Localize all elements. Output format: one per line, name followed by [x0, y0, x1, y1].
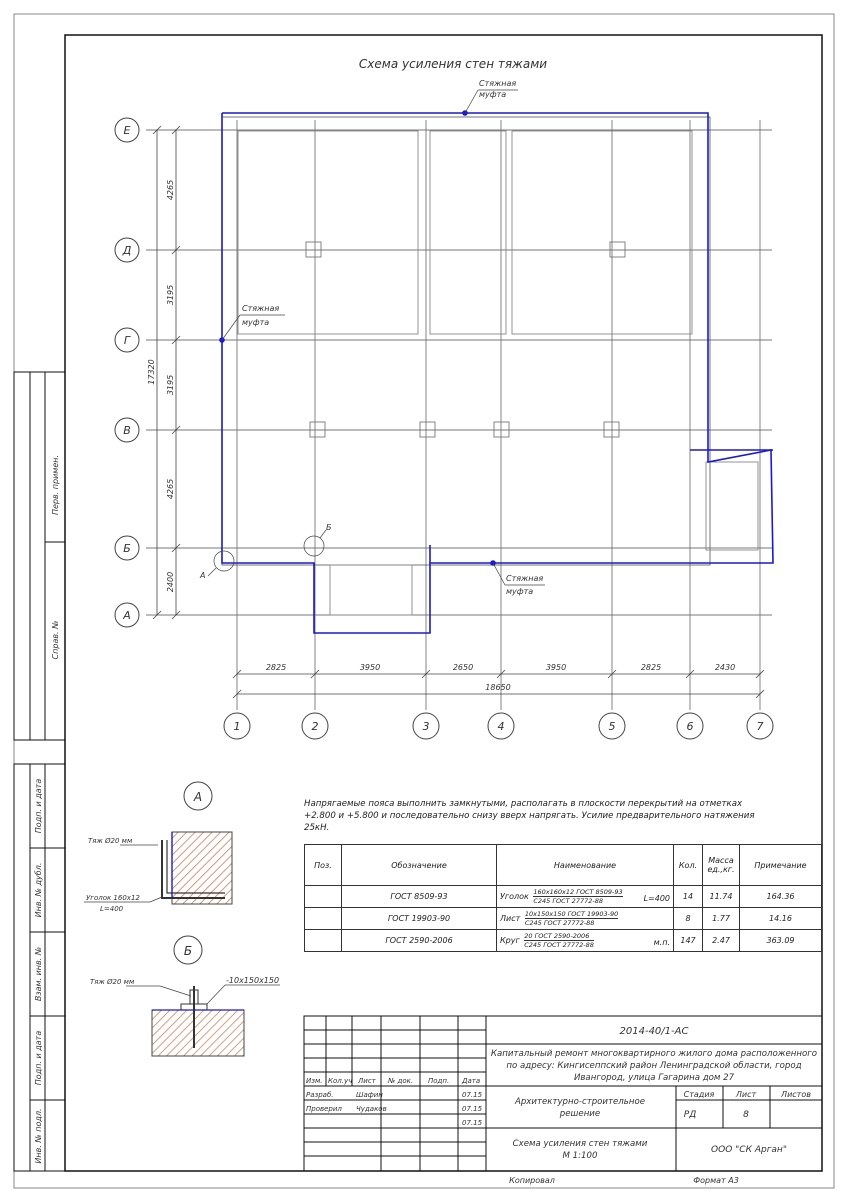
dim-v-5: 2400 — [166, 571, 175, 593]
stamp-col-4: № док. — [388, 1077, 414, 1085]
spec-header-qty: Кол. — [674, 845, 703, 886]
stamp-sheet-label: Лист — [735, 1090, 757, 1099]
stamp-role-2: Проверил — [306, 1105, 342, 1113]
spec-header-designation: Обозначение — [342, 845, 497, 886]
detail-a-angle-1: Уголок 160х12 — [86, 894, 140, 902]
horizontal-dim-labels — [266, 663, 735, 692]
detail-b — [90, 936, 280, 1056]
spec-designation: ГОСТ 2590-2006 — [342, 930, 497, 952]
stamp-org: ООО "СК Арган" — [711, 1145, 787, 1155]
spec-header-pos: Поз. — [305, 845, 342, 886]
spec-row — [305, 930, 822, 952]
side-label-5: Взам. инв. № — [34, 946, 43, 1002]
spec-name-top: 10х150х150 ГОСТ 19903-90 — [524, 910, 619, 918]
spec-name-stack — [533, 888, 622, 905]
stamp-stage-label: Стадия — [683, 1090, 715, 1099]
outer-frame — [14, 14, 834, 1188]
callouts — [199, 79, 545, 596]
side-label-2: Справ. № — [51, 620, 60, 660]
title-block-text — [306, 1026, 817, 1185]
spec-name-extra: L=400 — [643, 894, 670, 903]
dim-v-1: 4265 — [166, 179, 175, 201]
side-labels — [34, 455, 60, 1164]
spec-header-row — [305, 845, 822, 886]
spec-designation: ГОСТ 19903-90 — [342, 908, 497, 930]
callout-mufta-top-2: муфта — [479, 90, 507, 99]
detail-a-tie: Тяж Ø20 мм — [88, 837, 133, 845]
spec-header-name: Наименование — [497, 845, 674, 886]
stamp-date-2: 07.15 — [462, 1105, 483, 1113]
axis-label-G: Г — [123, 334, 131, 347]
spec-header-mass: Масса ед.,кг. — [703, 845, 740, 886]
side-label-4: Инв. № дубл. — [34, 862, 43, 918]
detail-a-label: А — [193, 790, 203, 804]
stamp-code: 2014-40/1-АС — [619, 1026, 689, 1037]
spec-name-stack — [525, 910, 618, 927]
spec-mass: 11.74 — [703, 886, 740, 908]
callout-mufta-bottom-1: Стяжная — [506, 574, 544, 583]
spec-designation: ГОСТ 8509-93 — [342, 886, 497, 908]
callout-mufta-bottom-2: муфта — [506, 587, 534, 596]
axis-label-1: 1 — [233, 720, 241, 733]
footer-copied: Копировал — [509, 1176, 555, 1185]
spec-header-note: Примечание — [740, 845, 822, 886]
stamp-sheets-label: Листов — [781, 1090, 811, 1099]
detail-b-plate: -10х150х150 — [226, 976, 280, 985]
detail-a-angle-2: L=400 — [100, 905, 124, 913]
axis-label-3: 3 — [422, 720, 430, 733]
stamp-drawing-1: Схема усиления стен тяжами — [512, 1139, 648, 1149]
detail-b-tie: Тяж Ø20 мм — [90, 978, 135, 986]
dim-v-2: 3195 — [166, 284, 175, 306]
callout-node-b: Б — [326, 523, 332, 532]
stamp-date-1: 07.15 — [462, 1091, 483, 1099]
spec-row — [305, 886, 822, 908]
spec-name-top: 20 ГОСТ 2590-2006 — [524, 932, 594, 941]
number-axes — [224, 713, 773, 739]
dim-h-3: 2650 — [452, 663, 474, 672]
spec-qty: 14 — [674, 886, 703, 908]
spec-name-bottom: С245 ГОСТ 27772-88 — [533, 897, 603, 905]
letter-axes — [115, 118, 139, 627]
side-label-3: Подп. и дата — [34, 778, 43, 834]
stamp-role-1: Разраб. — [306, 1091, 334, 1099]
stamp-date-3: 07.15 — [462, 1119, 483, 1127]
side-label-6: Подп. и дата — [34, 1030, 43, 1086]
spec-pos — [305, 930, 342, 952]
axis-label-7: 7 — [756, 720, 764, 733]
spec-pos — [305, 886, 342, 908]
dim-h-total: 18650 — [485, 683, 511, 692]
callout-node-a: А — [200, 571, 206, 580]
axis-label-4: 4 — [497, 720, 505, 733]
side-label-7: Инв. № подл. — [34, 1108, 43, 1164]
stamp-col-3: Лист — [358, 1077, 376, 1085]
dim-v-total: 17320 — [147, 359, 156, 385]
stamp-col-2: Кол.уч — [328, 1077, 353, 1085]
spec-qty: 147 — [674, 930, 703, 952]
stamp-col-6: Дата — [462, 1077, 481, 1085]
dim-h-6: 2430 — [714, 663, 736, 672]
drawing-title: Схема усиления стен тяжами — [358, 57, 548, 71]
axis-label-B: Б — [123, 542, 131, 555]
detail-b-label: Б — [183, 944, 193, 958]
stamp-project-1: Капитальный ремонт многоквартирного жилого дома расположенного — [490, 1049, 818, 1059]
side-label-1: Перв. примен. — [51, 454, 60, 516]
axis-label-2: 2 — [311, 720, 319, 733]
spec-name-stack — [524, 932, 594, 949]
specification-table — [304, 844, 822, 952]
spec-mass: 2.47 — [703, 930, 740, 952]
stamp-project-2: по адресу: Кингисеппский район Ленинградской области, город — [506, 1061, 802, 1071]
stamp-project-3: Ивангород, улица Гагарина дом 27 — [573, 1073, 735, 1083]
callout-mufta-left-1: Стяжная — [242, 304, 280, 313]
dim-h-2: 3950 — [359, 663, 381, 672]
stamp-drawing-2: М 1:100 — [562, 1151, 598, 1161]
stamp-name-1: Шафин — [356, 1091, 383, 1099]
callout-mufta-top-1: Стяжная — [479, 79, 517, 88]
spec-name: Лист — [500, 914, 521, 923]
spec-name: Уголок — [500, 892, 529, 901]
vertical-dim-labels — [147, 180, 175, 592]
spec-name: Круг — [500, 936, 520, 945]
dim-h-5: 2825 — [640, 663, 662, 672]
stamp-name-2: Чудаков — [356, 1105, 387, 1113]
stamp-sheet: 8 — [743, 1110, 749, 1120]
axis-label-D: Д — [122, 244, 132, 257]
dim-h-1: 2825 — [265, 663, 287, 672]
axis-label-5: 5 — [608, 720, 616, 733]
spec-name-bottom: С245 ГОСТ 27772-88 — [524, 919, 595, 927]
spec-note: 363.09 — [740, 930, 822, 952]
axis-grid — [146, 117, 772, 710]
stamp-col-1: Изм. — [306, 1077, 323, 1085]
axis-label-A: А — [123, 609, 131, 622]
footer-format: Формат А3 — [693, 1176, 739, 1185]
callout-mufta-left-2: муфта — [242, 318, 270, 327]
stamp-stage: РД — [683, 1110, 697, 1120]
spec-note: 164.36 — [740, 886, 822, 908]
spec-name-cell — [497, 886, 674, 908]
axis-label-6: 6 — [686, 720, 694, 733]
stamp-section-1: Архитектурно-строительное — [514, 1097, 646, 1107]
spec-name-cell — [497, 908, 674, 930]
detail-a — [84, 782, 232, 913]
dim-h-4: 3950 — [545, 663, 567, 672]
spec-note: 14.16 — [740, 908, 822, 930]
axis-label-V: В — [123, 424, 131, 437]
spec-name-extra: м.п. — [653, 938, 670, 947]
spec-qty: 8 — [674, 908, 703, 930]
spec-name-top: 160х160х12 ГОСТ 8509-93 — [533, 888, 623, 896]
spec-name-cell — [497, 930, 674, 952]
spec-mass: 1.77 — [703, 908, 740, 930]
general-note: Напрягаемые пояса выполнить замкнутыми, располагать в плоскости перекрытий на отметках +2.800 и +5.800 и последовательно снизу вверх напрягать. Усилие предварительного натяжения 25кН. — [304, 799, 755, 833]
spec-pos — [305, 908, 342, 930]
dim-v-4: 4265 — [166, 478, 175, 500]
axis-label-E: Е — [123, 124, 131, 137]
dim-v-3: 3195 — [166, 374, 175, 396]
spec-row — [305, 908, 822, 930]
stamp-section-2: решение — [559, 1109, 601, 1119]
spec-name-bottom: С245 ГОСТ 27772-88 — [524, 941, 594, 949]
stamp-col-5: Подп. — [428, 1077, 450, 1085]
